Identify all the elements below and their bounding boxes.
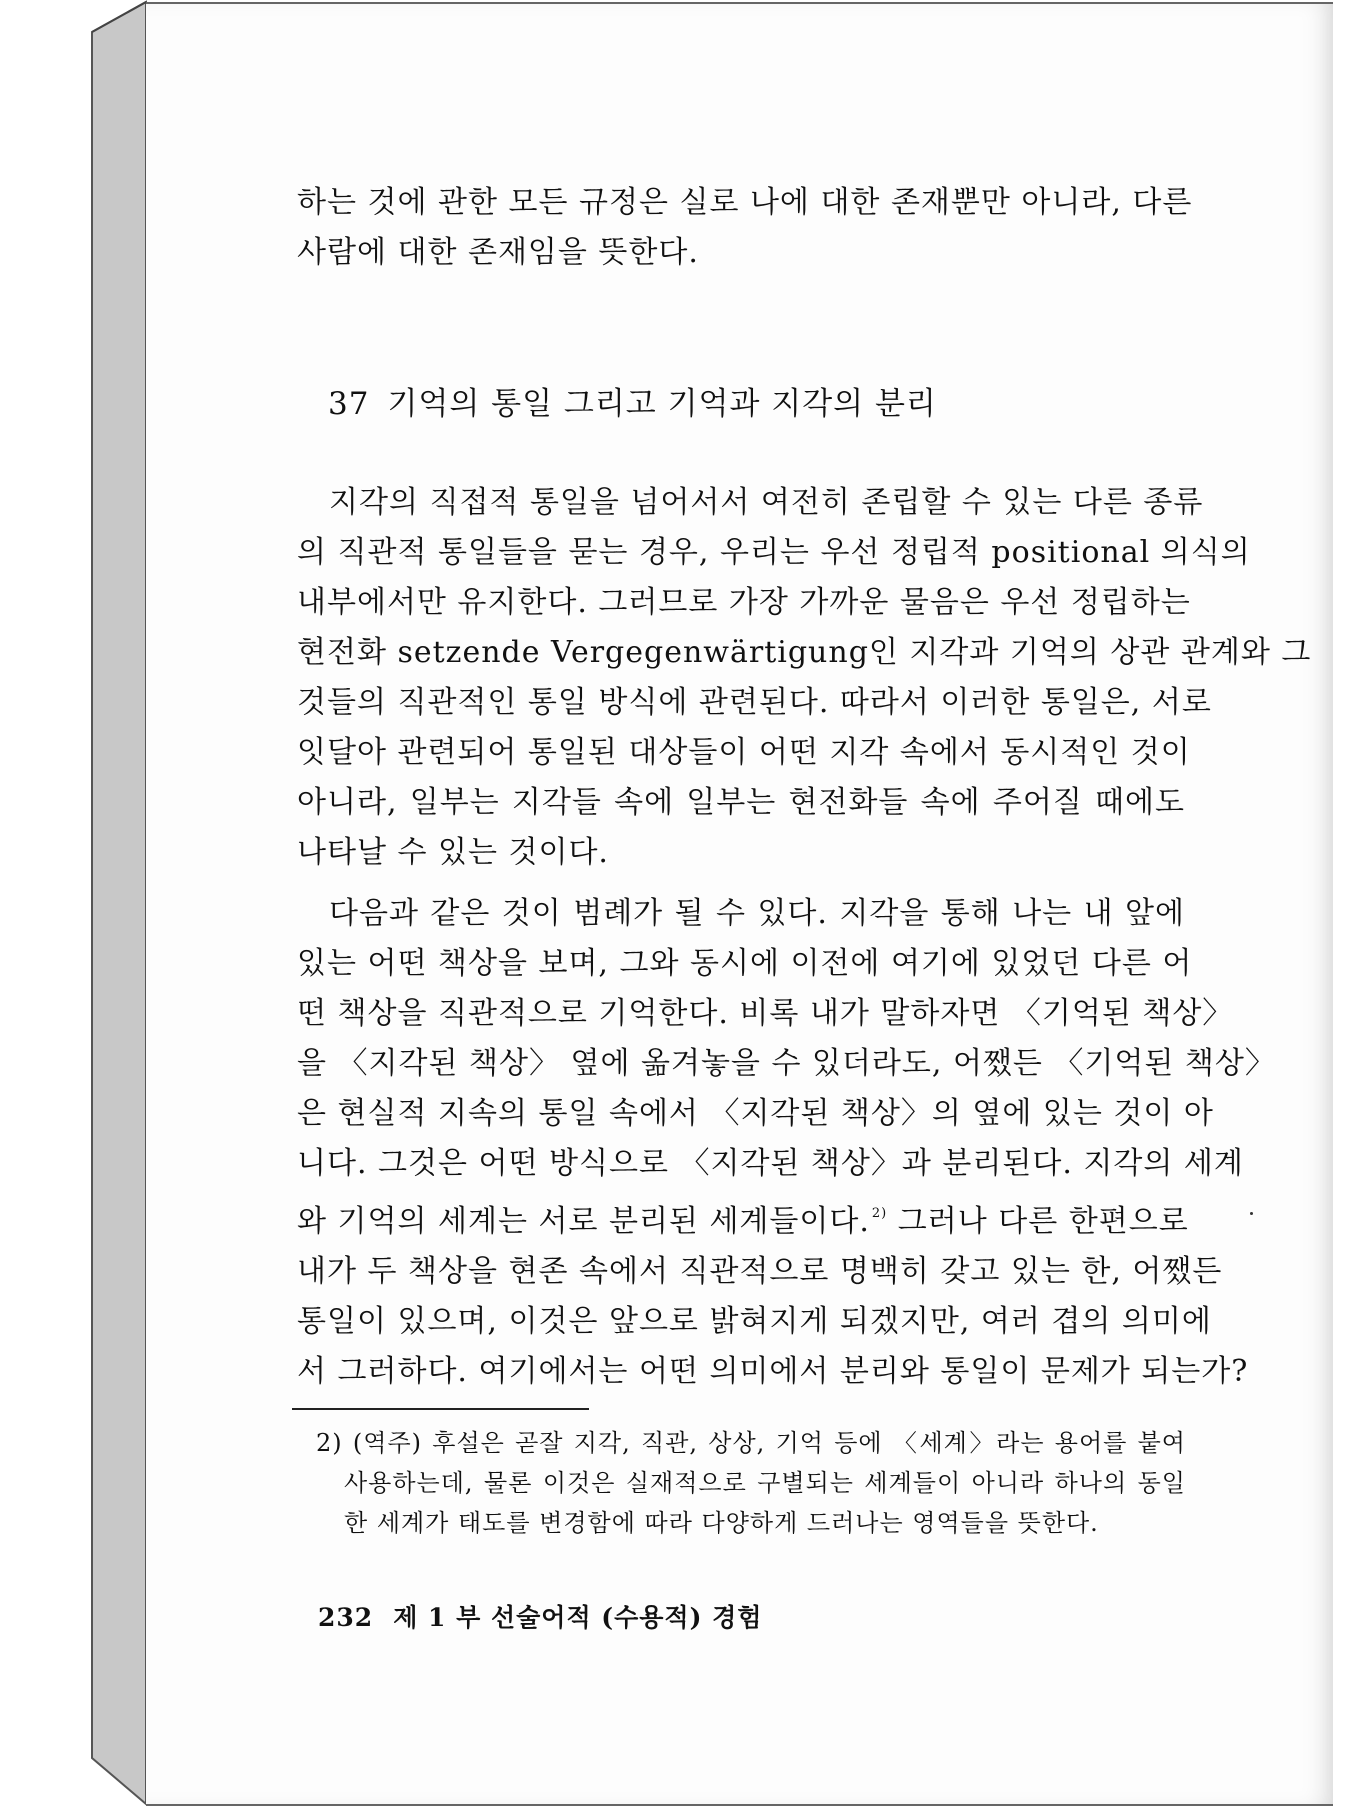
text-line: 나타날 수 있는 것이다. <box>297 835 609 870</box>
text-line: 것들의 직관적인 통일 방식에 관련된다. 따라서 이러한 통일은, 서로 <box>297 685 1212 720</box>
text-line: 통일이 있으며, 이것은 앞으로 밝혀지게 되겠지만, 여러 겹의 의미에 <box>297 1304 1212 1339</box>
footnote-line: 2) (역주) 후설은 곧잘 지각, 직관, 상상, 기억 등에 〈세계〉라는 용어를 붙여 <box>316 1429 1186 1457</box>
text-line: 내가 두 책상을 현존 속에서 직관적으로 명백히 갖고 있는 한, 어쨌든 <box>297 1254 1223 1289</box>
text-line: 떤 책상을 직관적으로 기억한다. 비록 내가 말하자면 〈기억된 책상〉 <box>297 996 1234 1031</box>
page-footer <box>318 1598 762 1634</box>
text-line <box>297 1189 1189 1247</box>
text-line: 서 그러하다. 여기에서는 어떤 의미에서 분리와 통일이 문제가 되는가? <box>297 1354 1249 1389</box>
text-fragment: 와 기억의 세계는 서로 분리된 세계들이다. <box>297 1204 870 1239</box>
page-number: 232 <box>318 1603 374 1632</box>
footnote-line: 한 세계가 태도를 변경함에 따라 다양하게 드러나는 영역들을 뜻한다. <box>344 1509 1099 1537</box>
text-fragment: 그러나 다른 한편으로 <box>897 1204 1189 1239</box>
text-line: 있는 어떤 책상을 보며, 그와 동시에 이전에 여기에 있었던 다른 어 <box>297 946 1193 981</box>
footnote-marker: 2) <box>871 1206 888 1221</box>
text-line: 하는 것에 관한 모든 규정은 실로 나에 대한 존재뿐만 아니라, 다른 <box>297 185 1193 220</box>
text-line: 을 〈지각된 책상〉 옆에 옮겨놓을 수 있더라도, 어쨌든 〈기억된 책상〉 <box>297 1046 1276 1081</box>
section-title: 기억의 통일 그리고 기억과 지각의 분리 <box>387 386 937 422</box>
text-line: 지각의 직접적 통일을 넘어서서 여전히 존립할 수 있는 다른 종류 <box>329 485 1204 520</box>
text-line: 아니라, 일부는 지각들 속에 일부는 현전화들 속에 주어질 때에도 <box>297 785 1185 820</box>
section-number: 37 <box>328 386 370 422</box>
paragraph-2 <box>297 889 1276 1397</box>
text-line: 니다. 그것은 어떤 방식으로 〈지각된 책상〉과 분리된다. 지각의 세계 <box>297 1146 1244 1181</box>
scan-speck <box>1250 1212 1253 1215</box>
paragraph-1 <box>297 478 1312 878</box>
footnote-line: 사용하는데, 물론 이것은 실재적으로 구별되는 세계들이 아니라 하나의 동일 <box>344 1469 1186 1497</box>
footnote-divider <box>292 1408 589 1410</box>
text-line: 내부에서만 유지한다. 그러므로 가장 가까운 물음은 우선 정립하는 <box>297 585 1191 620</box>
text-line: 은 현실적 지속의 통일 속에서 〈지각된 책상〉의 옆에 있는 것이 아 <box>297 1096 1214 1131</box>
running-title: 제 1 부 선술어적 (수용적) 경험 <box>393 1603 763 1632</box>
text-line: 현전화 setzende Vergegenwärtigung인 지각과 기억의 상관 관계와 그 <box>297 635 1312 670</box>
text-line: 사람에 대한 존재임을 뜻한다. <box>297 235 699 270</box>
text-line: 다음과 같은 것이 범례가 될 수 있다. 지각을 통해 나는 내 앞에 <box>329 896 1185 931</box>
text-line: 잇달아 관련되어 통일된 대상들이 어떤 지각 속에서 동시적인 것이 <box>297 735 1191 770</box>
footnote <box>316 1423 1186 1543</box>
top-paragraph <box>297 178 1193 278</box>
section-heading <box>328 378 937 423</box>
text-line: 의 직관적 통일들을 묻는 경우, 우리는 우선 정립적 positional 의식의 <box>297 535 1251 570</box>
